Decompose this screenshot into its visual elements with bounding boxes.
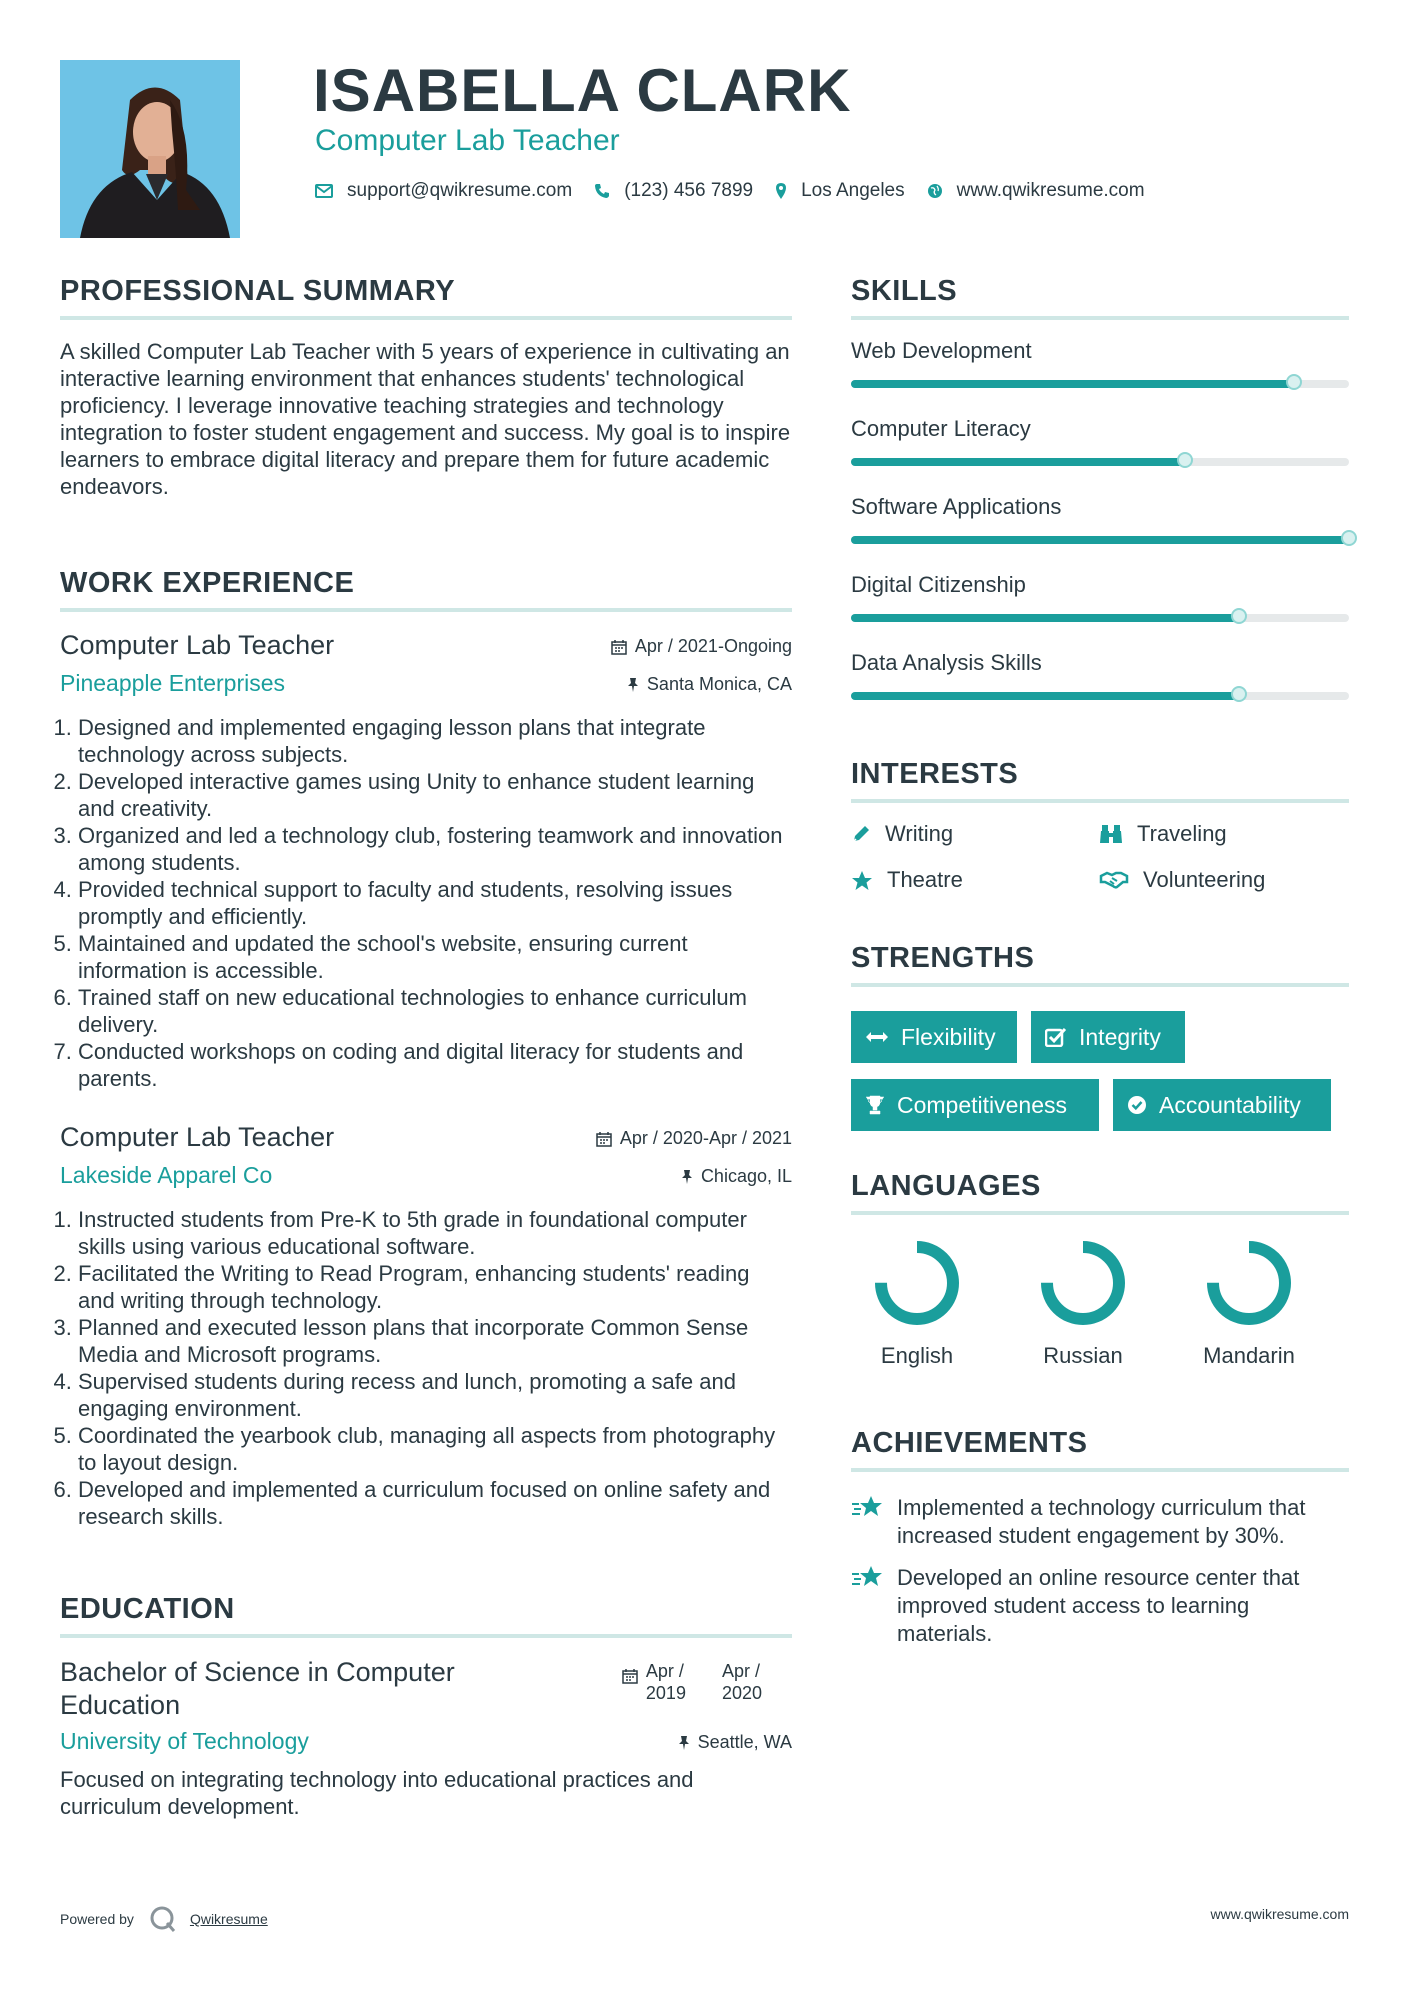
strength-label: Competitiveness <box>897 1091 1068 1118</box>
summary-section <box>60 275 792 500</box>
skills-section <box>851 275 1349 700</box>
list-item: 2. Facilitated the Writing to Read Program, enhancing students' reading and writing through technology. <box>78 1260 792 1314</box>
interest-item <box>851 867 963 893</box>
footer-powered-by <box>60 1904 268 1934</box>
handshake-icon <box>1099 870 1129 890</box>
skill-label: Computer Literacy <box>851 416 1031 441</box>
summary-heading: PROFESSIONAL SUMMARY <box>60 275 456 307</box>
interests-heading: INTERESTS <box>851 758 1019 790</box>
list-item: 6. Trained staff on new educational technologies to enhance curriculum delivery. <box>78 984 792 1038</box>
list-item: 5. Maintained and updated the school's website, ensuring current information is accessible. <box>78 930 792 984</box>
job-company: Pineapple Enterprises <box>60 670 286 696</box>
achievement-item <box>851 1494 1349 1550</box>
education-end-year: 2020 <box>721 1683 762 1703</box>
summary-text: A skilled Computer Lab Teacher with 5 years of experience in cultivating an interactive learning environment that enhances students' technological proficiency. I leverage innovative teaching strategies and technology integration to foster student engagement and success. My goal is to inspire learners to embrace digital literacy and prepare them for future academic endeavors. <box>60 339 791 499</box>
calendar-icon <box>596 1131 612 1147</box>
check-circle-icon <box>1127 1095 1147 1115</box>
experience-heading: WORK EXPERIENCE <box>60 567 355 599</box>
skill-bar-knob <box>1231 686 1247 702</box>
language-item <box>1179 1233 1319 1369</box>
strength-label: Integrity <box>1079 1023 1161 1050</box>
skill-bar-knob <box>1177 452 1193 468</box>
interest-label: Theatre <box>887 867 963 892</box>
skill-label: Web Development <box>851 338 1032 363</box>
education-start-year: 2019 <box>645 1683 686 1703</box>
section-divider <box>60 316 792 320</box>
envelope-icon <box>315 184 333 198</box>
language-item <box>847 1233 987 1369</box>
job-title: Computer Lab Teacher <box>60 630 335 660</box>
list-item: 2. Developed interactive games using Unity to enhance student learning and creativity. <box>78 768 792 822</box>
strengths-heading: STRENGTHS <box>851 942 1035 974</box>
contact-location-text: Los Angeles <box>801 180 905 201</box>
skill-bar-knob <box>1231 608 1247 624</box>
language-ring-arc <box>1213 1247 1285 1319</box>
contact-email[interactable] <box>315 180 572 202</box>
section-divider <box>60 1634 792 1638</box>
list-item: 1. Instructed students from Pre-K to 5th grade in foundational computer skills using various educational software. <box>78 1206 792 1260</box>
achievement-text: Developed an online resource center that improved student access to learning materials. <box>897 1565 1300 1646</box>
education-heading: EDUCATION <box>60 1593 235 1625</box>
list-item: 3. Planned and executed lesson plans that incorporate Common Sense Media and Microsoft programs. <box>78 1314 792 1368</box>
job-entry <box>60 630 792 1092</box>
job-date <box>596 1128 792 1149</box>
education-end <box>722 1660 762 1704</box>
section-divider <box>60 608 792 612</box>
list-item: 5. Coordinated the yearbook club, managing all aspects from photography to layout design. <box>78 1422 792 1476</box>
strength-tag <box>851 1011 1017 1063</box>
skill-bar-fill <box>851 614 1239 622</box>
interest-label: Volunteering <box>1143 867 1266 892</box>
binoculars-icon <box>1099 823 1123 845</box>
pencil-icon <box>851 824 871 844</box>
skill-bar <box>851 536 1349 544</box>
job-date-text: Apr / 2020-Apr / 2021 <box>619 1128 792 1148</box>
pushpin-icon <box>678 1735 690 1751</box>
skill-bar-knob <box>1286 374 1302 390</box>
job-header <box>60 1122 792 1162</box>
job-title: Computer Lab Teacher <box>60 1122 335 1152</box>
qwikresume-logo-icon <box>148 1904 178 1934</box>
language-ring <box>1199 1233 1299 1333</box>
skill-label: Digital Citizenship <box>851 572 1026 597</box>
job-date <box>611 636 792 657</box>
list-item: 4. Supervised students during recess and lunch, promoting a safe and engaging environment. <box>78 1368 792 1422</box>
skill-bar <box>851 380 1349 388</box>
candidate-title: Computer Lab Teacher <box>315 124 620 157</box>
school-name: University of Technology <box>60 1728 309 1754</box>
experience-section <box>60 567 792 1530</box>
interests-section <box>851 758 1349 911</box>
job-header <box>60 630 792 670</box>
skill-bar <box>851 614 1349 622</box>
interest-item <box>1099 821 1227 847</box>
education-description: Focused on integrating technology into educational practices and curriculum development. <box>60 1767 694 1819</box>
education-date <box>622 1660 762 1704</box>
interest-label: Traveling <box>1137 821 1227 846</box>
contact-phone[interactable] <box>594 180 753 202</box>
strength-label: Accountability <box>1159 1091 1301 1118</box>
job-location <box>627 674 792 695</box>
skill-item <box>851 572 1349 622</box>
strength-tag <box>851 1079 1099 1131</box>
phone-icon <box>594 183 610 199</box>
education-section <box>60 1593 792 1820</box>
strength-tag <box>1113 1079 1331 1131</box>
candidate-name: ISABELLA CLARK <box>313 57 852 124</box>
list-item: 6. Developed and implemented a curriculum focused on online safety and research skills. <box>78 1476 792 1530</box>
profile-photo <box>60 60 240 238</box>
school-location <box>678 1732 792 1753</box>
shooting-star-icon <box>851 1564 885 1590</box>
language-label: Mandarin <box>1203 1343 1295 1368</box>
degree-line-1: Bachelor of Science in Computer <box>60 1657 455 1687</box>
strengths-section <box>851 942 1349 1141</box>
footer-website[interactable]: www.qwikresume.com <box>1210 1906 1349 1922</box>
job-entry <box>60 1122 792 1530</box>
skill-bar-knob <box>1341 530 1357 546</box>
checkbox-icon <box>1045 1027 1067 1047</box>
education-start-month: Apr / <box>645 1661 684 1681</box>
star-icon <box>851 870 873 891</box>
achievement-item <box>851 1564 1349 1648</box>
skill-item <box>851 338 1349 388</box>
skill-item <box>851 650 1349 700</box>
interest-label: Writing <box>885 821 954 846</box>
person-photo-illustration <box>60 60 240 238</box>
interest-item <box>851 821 953 847</box>
degree-line-2: Education <box>60 1690 181 1720</box>
qwikresume-link[interactable]: Qwikresume <box>189 1911 268 1927</box>
calendar-icon <box>611 639 627 655</box>
skill-label: Data Analysis Skills <box>851 650 1042 675</box>
education-subheader <box>60 1728 792 1764</box>
strength-tag <box>1031 1011 1185 1063</box>
pushpin-icon <box>681 1169 693 1185</box>
job-location <box>681 1166 792 1187</box>
section-divider <box>851 316 1349 320</box>
achievement-text: Implemented a technology curriculum that increased student engagement by 30%. <box>897 1495 1306 1548</box>
skill-bar-fill <box>851 458 1185 466</box>
skill-bar <box>851 458 1349 466</box>
contact-website-text: www.qwikresume.com <box>956 180 1145 201</box>
skill-bar-fill <box>851 380 1294 388</box>
section-divider <box>851 983 1349 987</box>
job-company: Lakeside Apparel Co <box>60 1162 273 1188</box>
languages-section <box>851 1170 1349 1383</box>
education-end-month: Apr / <box>721 1661 760 1681</box>
section-divider <box>851 799 1349 803</box>
globe-icon <box>927 183 943 199</box>
shooting-star-icon <box>851 1494 885 1520</box>
language-ring <box>1033 1233 1133 1333</box>
language-label: English <box>880 1343 954 1368</box>
trophy-icon <box>865 1095 885 1115</box>
list-item: 3. Organized and led a technology club, fostering teamwork and innovation among students. <box>78 822 792 876</box>
language-ring-arc <box>1047 1247 1119 1319</box>
pushpin-icon <box>627 677 639 693</box>
skills-heading: SKILLS <box>851 275 958 307</box>
skill-bar-fill <box>851 692 1239 700</box>
languages-heading: LANGUAGES <box>851 1170 1041 1202</box>
job-subheader <box>60 670 792 706</box>
job-bullets <box>60 1206 792 1530</box>
contact-bar <box>315 180 1167 202</box>
job-subheader <box>60 1162 792 1198</box>
skill-bar-fill <box>851 536 1349 544</box>
languages-list <box>851 1233 1349 1383</box>
education-header <box>60 1656 792 1722</box>
job-location-text: Santa Monica, CA <box>646 674 792 694</box>
language-ring <box>867 1233 967 1333</box>
strengths-tags <box>851 1011 1349 1141</box>
map-marker-icon <box>775 182 787 200</box>
job-location-text: Chicago, IL <box>700 1166 792 1186</box>
language-label: Russian <box>1043 1343 1123 1368</box>
calendar-icon <box>622 1668 638 1684</box>
language-item <box>1013 1233 1153 1369</box>
achievements-heading: ACHIEVEMENTS <box>851 1427 1088 1459</box>
interests-grid <box>851 821 1349 911</box>
arrows-horizontal-icon <box>865 1030 889 1044</box>
section-divider <box>851 1468 1349 1472</box>
interest-item <box>1099 867 1265 893</box>
education-start <box>646 1660 686 1704</box>
list-item: 4. Provided technical support to faculty and students, resolving issues promptly and efficiently. <box>78 876 792 930</box>
skill-item <box>851 416 1349 466</box>
contact-email-text: support@qwikresume.com <box>347 180 573 201</box>
achievements-section <box>851 1427 1349 1648</box>
skill-label: Software Applications <box>851 494 1062 519</box>
section-divider <box>851 1211 1349 1215</box>
contact-website[interactable] <box>927 180 1145 202</box>
contact-phone-text: (123) 456 7899 <box>624 180 754 201</box>
powered-by-label: Powered by <box>60 1911 134 1927</box>
skills-list <box>851 338 1349 700</box>
strength-label: Flexibility <box>901 1023 996 1050</box>
language-ring-arc <box>881 1247 953 1319</box>
school-location-text: Seattle, WA <box>697 1732 792 1752</box>
list-item: 7. Conducted workshops on coding and digital literacy for students and parents. <box>78 1038 792 1092</box>
job-bullets <box>60 714 792 1092</box>
skill-item <box>851 494 1349 544</box>
list-item: 1. Designed and implemented engaging lesson plans that integrate technology across subjects. <box>78 714 792 768</box>
job-date-text: Apr / 2021-Ongoing <box>634 636 792 656</box>
skill-bar <box>851 692 1349 700</box>
contact-location <box>775 180 905 202</box>
